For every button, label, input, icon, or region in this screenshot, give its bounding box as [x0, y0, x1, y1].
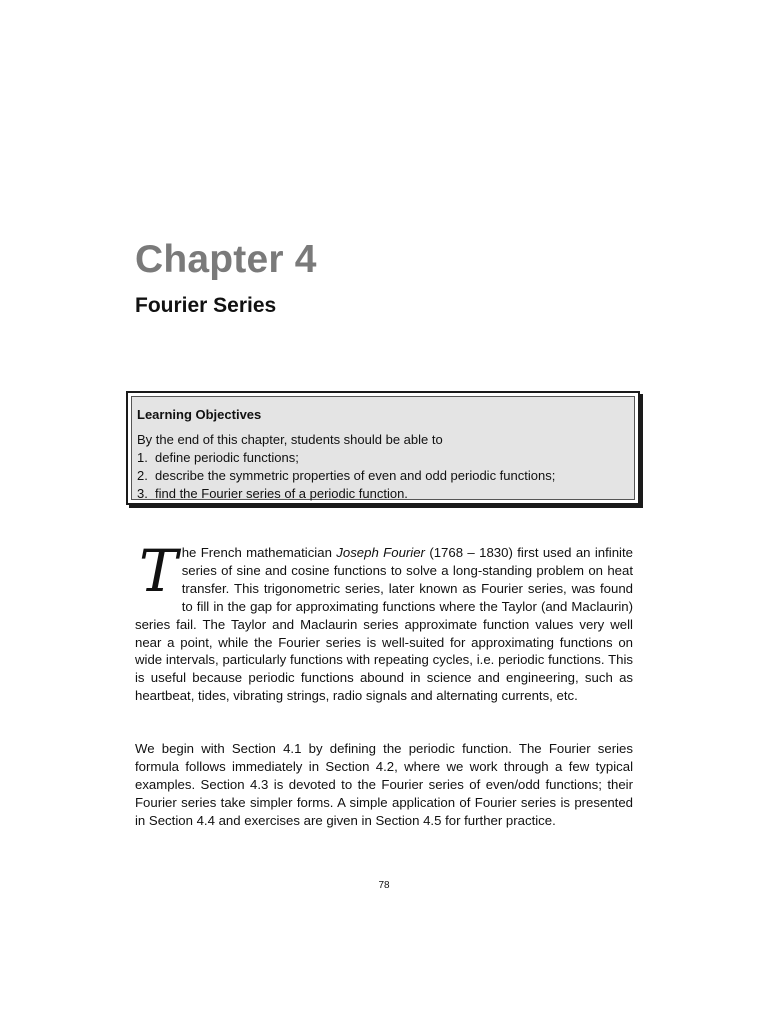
objective-text: describe the symmetric properties of even and odd periodic functions; — [155, 468, 556, 483]
chapter-number: Chapter 4 — [135, 238, 317, 281]
objective-text: find the Fourier series of a periodic function. — [155, 486, 408, 501]
objective-number: 1. — [137, 450, 148, 465]
page-number: 78 — [378, 880, 390, 891]
drop-cap: T — [139, 537, 178, 605]
mathematician-name: Joseph Fourier — [336, 545, 425, 560]
intro-paragraph — [135, 537, 633, 705]
chapter-title: Fourier Series — [135, 294, 277, 317]
objective-item — [137, 485, 629, 503]
learning-objectives-box — [126, 391, 640, 505]
objectives-heading: Learning Objectives — [137, 407, 262, 422]
objective-item — [137, 467, 629, 485]
overview-paragraph: We begin with Section 4.1 by defining the periodic function. The Fourier series formula follows immediately in Section 4.2, where we work through a few typical examples. Section 4.3 is devoted to the Fourier series of even/odd functions; their Fourier series take simpler forms. A simple application of Fourier series is presented in Section 4.4 and exercises are given in Section 4.5 for further practice. — [135, 741, 633, 828]
paragraph-text: (1768 – 1830) first used an infinite series of sine and cosine functions to solve a long-standing problem on heat transfer. This trigonometric series, later known as Fourier series, was found to fill in the gap for approximating functions where the Taylor (and Maclaurin) series fail. The Taylor and Maclaurin series approximate function values very well near a point, while the Fourier series is well-suited for approximating functions on wide intervals, particularly functions with repeating cycles, i.e. periodic functions. This is useful because periodic functions abound in science and engineering, such as heartbeat, tides, vibrating strings, radio signals and alternating currents, etc. — [135, 545, 633, 704]
paragraph-text: he French mathematician — [181, 545, 337, 560]
objective-text: define periodic functions; — [155, 450, 299, 465]
objectives-intro: By the end of this chapter, students should be able to — [137, 432, 443, 447]
learning-objectives-content — [131, 396, 635, 500]
objective-number: 3. — [137, 486, 148, 501]
objective-item — [137, 449, 629, 467]
objective-number: 2. — [137, 468, 148, 483]
